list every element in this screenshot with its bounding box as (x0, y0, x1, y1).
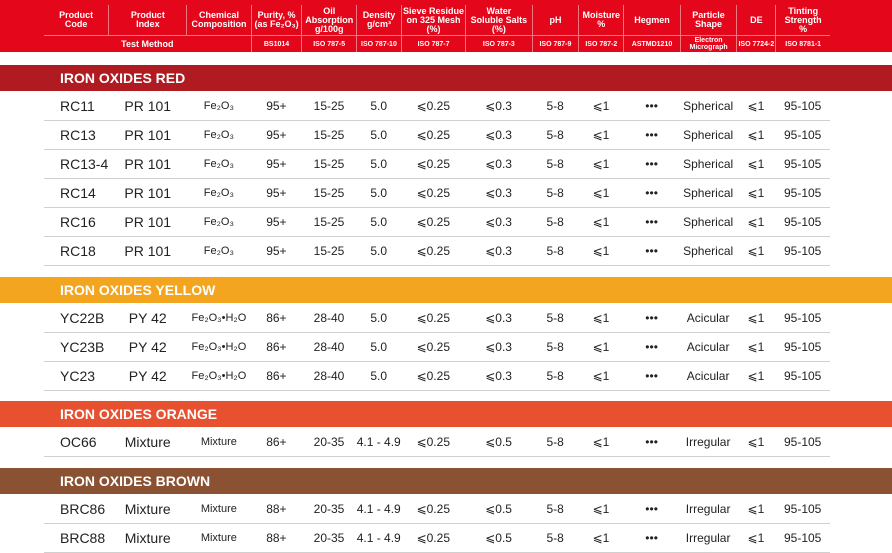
cell-de: ⩽1 (747, 99, 765, 113)
cell-de: ⩽1 (747, 340, 765, 354)
table-row (44, 121, 830, 150)
cell-ph: 5-8 (546, 215, 564, 229)
cell-chemical-composition: Mixture (200, 436, 237, 448)
cell-product-code: RC11 (60, 98, 95, 114)
cell-de: ⩽1 (747, 369, 765, 383)
cell-chemical-composition: Fe₂O₃•H₂O (191, 341, 247, 353)
cell-particle-shape: Spherical (683, 215, 734, 229)
cell-purity: 88+ (266, 502, 287, 516)
header-particle-shape: Particle Shape (680, 5, 737, 35)
cell-moisture: ⩽1 (592, 244, 610, 258)
cell-purity: 86+ (266, 435, 287, 449)
header-de: DE (736, 5, 775, 35)
test-method-label: Test Method (44, 35, 251, 52)
cell-oil-absorption: 15-25 (313, 244, 345, 258)
cell-moisture: ⩽1 (592, 340, 610, 354)
cell-moisture: ⩽1 (592, 215, 610, 229)
cell-purity: 95+ (266, 186, 287, 200)
cell-purity: 95+ (266, 244, 287, 258)
cell-product-index: PY 42 (128, 310, 167, 326)
header-columns (44, 5, 830, 35)
header-ph: pH (532, 5, 579, 35)
table-row (44, 428, 830, 457)
cell-chemical-composition: Fe₂O₃•H₂O (191, 370, 247, 382)
cell-product-code: RC13-4 (60, 156, 109, 172)
cell-sieve-residue: ⩽0.25 (416, 99, 450, 113)
header-product-code: Product Code (59, 10, 94, 29)
cell-ph: 5-8 (546, 531, 564, 545)
cell-density: 4.1 - 4.9 (356, 531, 401, 545)
cell-product-index: PY 42 (128, 368, 167, 384)
cell-ph: 5-8 (546, 502, 564, 516)
cell-ph: 5-8 (546, 435, 564, 449)
cell-density: 5.0 (370, 244, 388, 258)
cell-product-code: OC66 (60, 434, 97, 450)
cell-purity: 95+ (266, 215, 287, 229)
cell-tinting-strength: 95-105 (783, 340, 822, 354)
cell-product-code: RC16 (60, 214, 96, 230)
table-row (44, 362, 830, 391)
cell-density: 5.0 (370, 99, 388, 113)
cell-ph: 5-8 (546, 157, 564, 171)
cell-density: 5.0 (370, 215, 388, 229)
cell-water-soluble-salts: ⩽0.5 (485, 531, 512, 545)
cell-sieve-residue: ⩽0.25 (416, 215, 450, 229)
cell-water-soluble-salts: ⩽0.3 (485, 128, 512, 142)
cell-moisture: ⩽1 (592, 157, 610, 171)
test-method-density: ISO 787-10 (356, 35, 401, 52)
cell-de: ⩽1 (747, 157, 765, 171)
cell-hegmen: ••• (645, 157, 658, 171)
cell-product-index: Mixture (124, 530, 171, 546)
test-method-row (44, 35, 830, 52)
cell-ph: 5-8 (546, 340, 564, 354)
cell-tinting-strength: 95-105 (783, 435, 822, 449)
test-method-moisture: ISO 787-2 (578, 35, 623, 52)
cell-product-index: PR 101 (124, 156, 172, 172)
cell-purity: 95+ (266, 99, 287, 113)
cell-product-code: RC13 (60, 127, 96, 143)
cell-tinting-strength: 95-105 (783, 99, 822, 113)
cell-particle-shape: Spherical (683, 128, 734, 142)
cell-moisture: ⩽1 (592, 369, 610, 383)
cell-water-soluble-salts: ⩽0.3 (485, 340, 512, 354)
cell-oil-absorption: 20-35 (313, 531, 345, 545)
cell-purity: 95+ (266, 128, 287, 142)
cell-water-soluble-salts: ⩽0.3 (485, 186, 512, 200)
cell-purity: 88+ (266, 531, 287, 545)
cell-density: 5.0 (370, 340, 388, 354)
cell-particle-shape: Spherical (683, 186, 734, 200)
cell-water-soluble-salts: ⩽0.3 (485, 99, 512, 113)
cell-chemical-composition: Mixture (200, 532, 237, 544)
cell-product-index: PY 42 (128, 339, 167, 355)
cell-product-index: PR 101 (124, 214, 172, 230)
cell-chemical-composition: Fe₂O₃ (203, 100, 234, 112)
cell-chemical-composition: Fe₂O₃ (203, 245, 234, 257)
cell-ph: 5-8 (546, 369, 564, 383)
cell-density: 4.1 - 4.9 (356, 502, 401, 516)
cell-density: 5.0 (370, 128, 388, 142)
cell-product-code: YC23B (60, 339, 105, 355)
cell-chemical-composition: Mixture (200, 503, 237, 515)
cell-water-soluble-salts: ⩽0.3 (485, 244, 512, 258)
test-method-purity: BS1014 (251, 35, 302, 52)
cell-particle-shape: Spherical (683, 244, 734, 258)
group-title: IRON OXIDES ORANGE (0, 401, 892, 427)
cell-chemical-composition: Fe₂O₃ (203, 216, 234, 228)
test-method-particle-shape: Electron Micrograph (680, 35, 737, 52)
cell-oil-absorption: 28-40 (313, 340, 345, 354)
cell-product-code: BRC86 (60, 501, 106, 517)
cell-product-index: Mixture (124, 434, 171, 450)
cell-product-code: YC23 (60, 368, 96, 384)
test-method-tinting-strength: ISO 8781-1 (775, 35, 830, 52)
group-title: IRON OXIDES RED (0, 65, 892, 91)
test-method-ph: ISO 787-9 (532, 35, 579, 52)
cell-tinting-strength: 95-105 (783, 311, 822, 325)
cell-hegmen: ••• (645, 369, 658, 383)
cell-oil-absorption: 15-25 (313, 128, 345, 142)
cell-oil-absorption: 15-25 (313, 157, 345, 171)
cell-sieve-residue: ⩽0.25 (416, 369, 450, 383)
cell-product-code: BRC88 (60, 530, 106, 546)
cell-sieve-residue: ⩽0.25 (416, 435, 450, 449)
cell-hegmen: ••• (645, 435, 658, 449)
cell-oil-absorption: 28-40 (313, 369, 345, 383)
cell-moisture: ⩽1 (592, 531, 610, 545)
header-purity: Purity, % (as Fe₂O₃) (251, 5, 302, 35)
cell-tinting-strength: 95-105 (783, 502, 822, 516)
cell-particle-shape: Irregular (685, 435, 731, 449)
cell-moisture: ⩽1 (592, 502, 610, 516)
cell-moisture: ⩽1 (592, 311, 610, 325)
cell-product-index: PR 101 (124, 243, 172, 259)
cell-purity: 86+ (266, 369, 287, 383)
cell-sieve-residue: ⩽0.25 (416, 340, 450, 354)
cell-chemical-composition: Fe₂O₃ (203, 187, 234, 199)
cell-purity: 86+ (266, 340, 287, 354)
cell-oil-absorption: 15-25 (313, 186, 345, 200)
test-method-water-soluble-salts: ISO 787-3 (465, 35, 531, 52)
cell-tinting-strength: 95-105 (783, 128, 822, 142)
test-method-de: ISO 7724-2 (736, 35, 775, 52)
header-sieve-residue: Sieve Residue on 325 Mesh (%) (401, 5, 465, 35)
cell-hegmen: ••• (645, 99, 658, 113)
table-row (44, 150, 830, 179)
cell-de: ⩽1 (747, 215, 765, 229)
cell-sieve-residue: ⩽0.25 (416, 186, 450, 200)
cell-density: 5.0 (370, 186, 388, 200)
header-water-soluble-salts: Water Soluble Salts (%) (465, 5, 531, 35)
cell-water-soluble-salts: ⩽0.3 (485, 311, 512, 325)
cell-particle-shape: Spherical (683, 99, 734, 113)
cell-chemical-composition: Fe₂O₃ (203, 158, 234, 170)
cell-ph: 5-8 (546, 128, 564, 142)
cell-ph: 5-8 (546, 311, 564, 325)
cell-moisture: ⩽1 (592, 128, 610, 142)
cell-moisture: ⩽1 (592, 186, 610, 200)
cell-product-index: PR 101 (124, 185, 172, 201)
table-row (44, 92, 830, 121)
test-method-oil-absorption: ISO 787-5 (301, 35, 356, 52)
cell-de: ⩽1 (747, 128, 765, 142)
cell-moisture: ⩽1 (592, 435, 610, 449)
cell-water-soluble-salts: ⩽0.5 (485, 502, 512, 516)
cell-density: 5.0 (370, 311, 388, 325)
cell-sieve-residue: ⩽0.25 (416, 311, 450, 325)
group-title: IRON OXIDES BROWN (0, 468, 892, 494)
cell-sieve-residue: ⩽0.25 (416, 128, 450, 142)
cell-chemical-composition: Fe₂O₃ (203, 129, 234, 141)
cell-purity: 95+ (266, 157, 287, 171)
cell-water-soluble-salts: ⩽0.3 (485, 157, 512, 171)
header-product-index: Product Index (108, 5, 186, 35)
cell-oil-absorption: 15-25 (313, 215, 345, 229)
cell-oil-absorption: 28-40 (313, 311, 345, 325)
header-hegmen: Hegmen (623, 5, 680, 35)
cell-sieve-residue: ⩽0.25 (416, 157, 450, 171)
cell-hegmen: ••• (645, 186, 658, 200)
cell-ph: 5-8 (546, 244, 564, 258)
cell-tinting-strength: 95-105 (783, 215, 822, 229)
cell-tinting-strength: 95-105 (783, 157, 822, 171)
cell-water-soluble-salts: ⩽0.5 (485, 435, 512, 449)
group-title: IRON OXIDES YELLOW (0, 277, 892, 303)
table-row (44, 495, 830, 524)
cell-oil-absorption: 20-35 (313, 435, 345, 449)
cell-de: ⩽1 (747, 502, 765, 516)
cell-sieve-residue: ⩽0.25 (416, 531, 450, 545)
cell-product-index: PR 101 (124, 127, 172, 143)
cell-particle-shape: Acicular (686, 369, 730, 383)
cell-ph: 5-8 (546, 99, 564, 113)
cell-purity: 86+ (266, 311, 287, 325)
header-density: Density g/cm³ (356, 5, 401, 35)
table-header (0, 0, 892, 52)
cell-product-code: YC22B (60, 310, 105, 326)
test-method-hegmen: ASTMD1210 (623, 35, 680, 52)
cell-water-soluble-salts: ⩽0.3 (485, 215, 512, 229)
cell-tinting-strength: 95-105 (783, 369, 822, 383)
cell-hegmen: ••• (645, 311, 658, 325)
cell-hegmen: ••• (645, 128, 658, 142)
cell-particle-shape: Acicular (686, 311, 730, 325)
cell-oil-absorption: 20-35 (313, 502, 345, 516)
cell-density: 4.1 - 4.9 (356, 435, 401, 449)
cell-chemical-composition: Fe₂O₃•H₂O (191, 312, 247, 324)
table-row (44, 304, 830, 333)
cell-hegmen: ••• (645, 502, 658, 516)
cell-product-code: RC18 (60, 243, 96, 259)
cell-tinting-strength: 95-105 (783, 531, 822, 545)
cell-density: 5.0 (370, 157, 388, 171)
cell-hegmen: ••• (645, 244, 658, 258)
cell-de: ⩽1 (747, 531, 765, 545)
cell-tinting-strength: 95-105 (783, 186, 822, 200)
cell-moisture: ⩽1 (592, 99, 610, 113)
cell-hegmen: ••• (645, 531, 658, 545)
cell-product-index: PR 101 (124, 98, 172, 114)
cell-particle-shape: Acicular (686, 340, 730, 354)
header-oil-absorption: Oil Absorption g/100g (301, 5, 356, 35)
header-chemical-composition: Chemical Composition (186, 5, 250, 35)
table-row (44, 208, 830, 237)
cell-de: ⩽1 (747, 186, 765, 200)
cell-density: 5.0 (370, 369, 388, 383)
cell-de: ⩽1 (747, 244, 765, 258)
test-method-sieve-residue: ISO 787-7 (401, 35, 465, 52)
cell-particle-shape: Spherical (683, 157, 734, 171)
cell-tinting-strength: 95-105 (783, 244, 822, 258)
table-row (44, 333, 830, 362)
cell-sieve-residue: ⩽0.25 (416, 502, 450, 516)
cell-de: ⩽1 (747, 311, 765, 325)
table-row (44, 524, 830, 553)
cell-de: ⩽1 (747, 435, 765, 449)
table-row (44, 179, 830, 208)
cell-hegmen: ••• (645, 340, 658, 354)
cell-oil-absorption: 15-25 (313, 99, 345, 113)
cell-ph: 5-8 (546, 186, 564, 200)
cell-sieve-residue: ⩽0.25 (416, 244, 450, 258)
header-tinting-strength: Tinting Strength % (775, 5, 830, 35)
cell-product-code: RC14 (60, 185, 96, 201)
cell-water-soluble-salts: ⩽0.3 (485, 369, 512, 383)
cell-particle-shape: Irregular (685, 502, 731, 516)
table-row (44, 237, 830, 266)
cell-product-index: Mixture (124, 501, 171, 517)
cell-hegmen: ••• (645, 215, 658, 229)
cell-particle-shape: Irregular (685, 531, 731, 545)
header-moisture: Moisture % (578, 5, 623, 35)
